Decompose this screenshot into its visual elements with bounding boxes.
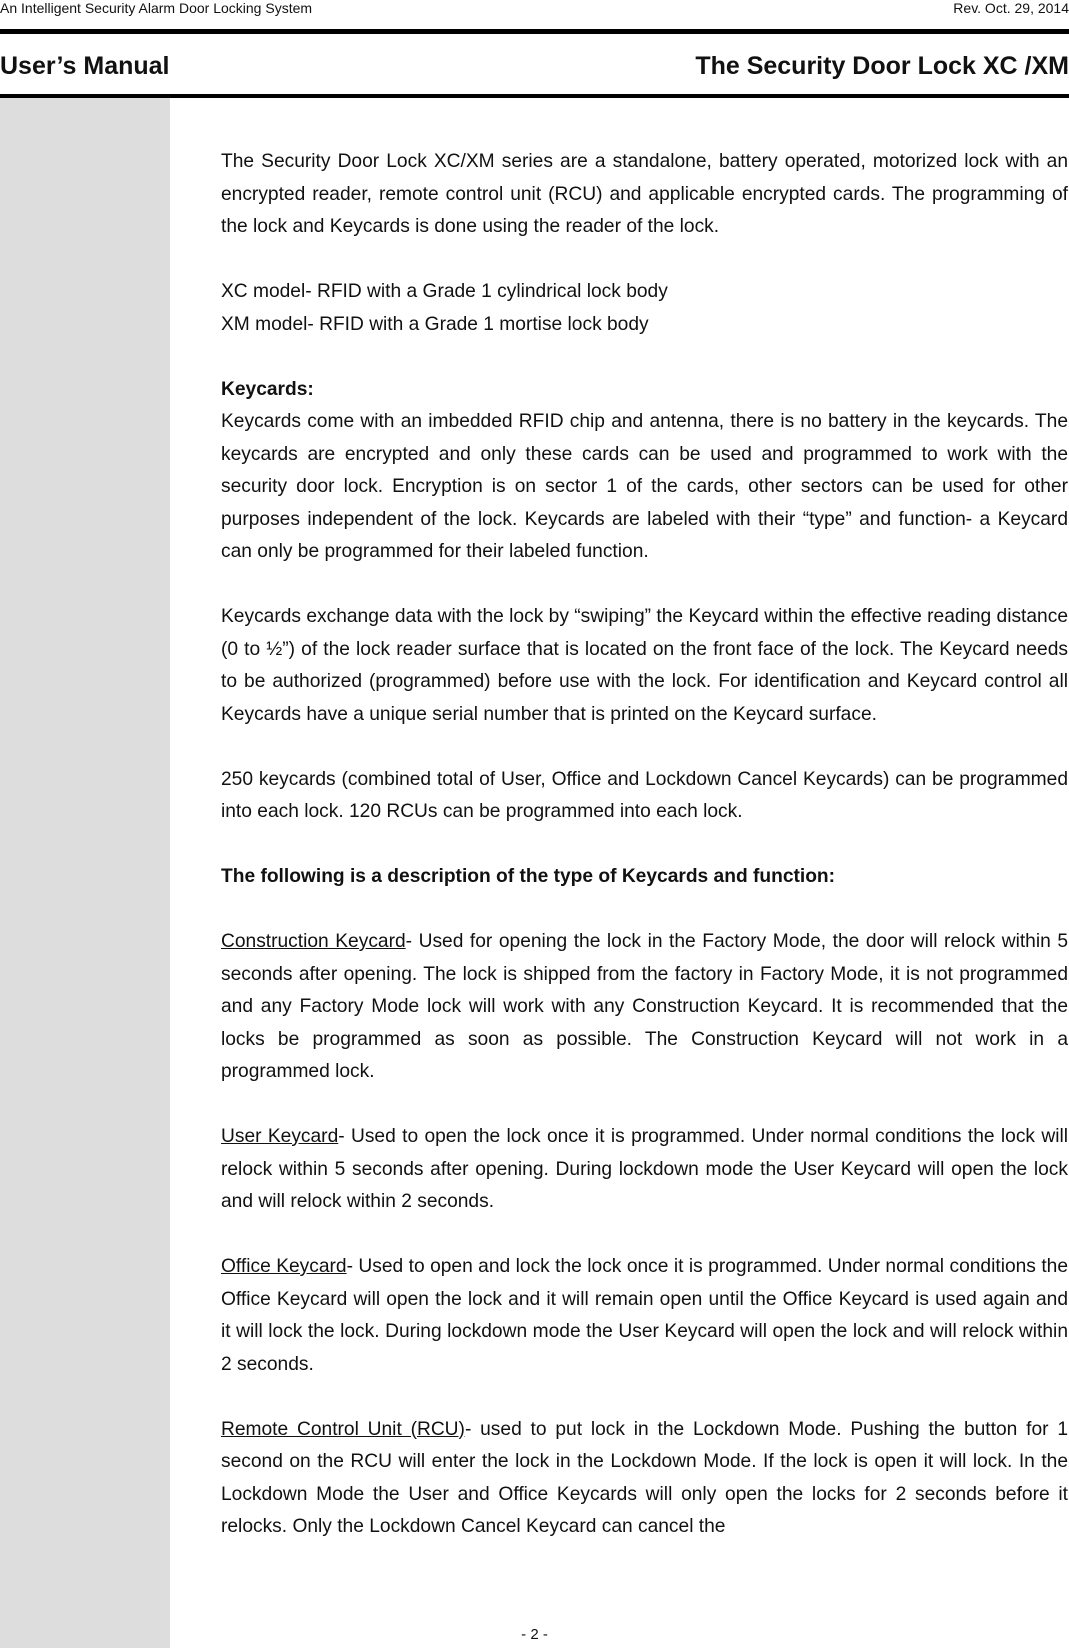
model-xm: XM model- RFID with a Grade 1 mortise lock body <box>221 313 649 335</box>
document-title: An Intelligent Security Alarm Door Locking System <box>0 0 313 16</box>
construction-keycard-term: Construction Keycard <box>221 931 406 952</box>
model-xc: XC model- RFID with a Grade 1 cylindrical lock body <box>221 281 668 302</box>
revision-date: Rev. Oct. 29, 2014 <box>953 0 1069 16</box>
left-margin-band <box>0 97 170 1648</box>
product-title: The Security Door Lock XC /XM <box>695 52 1069 80</box>
header-divider-top <box>0 29 1069 34</box>
intro-paragraph: The Security Door Lock XC/XM series are a standalone, battery operated, motorized lock with an encrypted reader, remote control unit (RCU) and applicable encrypted cards. The programming of the lock and Keycards is done using the reader of the lock. <box>221 151 1068 237</box>
office-keycard-term: Office Keycard <box>221 1256 347 1277</box>
rcu-term: Remote Control Unit (RCU) <box>221 1418 465 1440</box>
construction-keycard-paragraph: Construction Keycard- Used for opening the lock in the Factory Mode, the door will relock within 5 seconds after opening. The lock is shipped from the factory in Factory Mode, it is not programmed and any Factory Mode lock will work with any Construction Keycard. It is recommended that the locks be programmed as soon as possible. The Construction Keycard will not work in a programmed lock. <box>221 931 1068 1082</box>
office-keycard-paragraph: Office Keycard- Used to open and lock the lock once it is programmed. Under normal conditions the Office Keycard will open the lock and it will remain open until the Office Keycard is used again and it will lock the lock. During lockdown mode the User Keycard will open the lock and will relock within 2 seconds. <box>221 1256 1068 1375</box>
rcu-paragraph: Remote Control Unit (RCU)- used to put lock in the Lockdown Mode. Pushing the button for 1 second on the RCU will enter the lock in the Lockdown Mode. If the lock is open it will lock. In the Lockdown Mode the User and Office Keycards will only open the locks for 2 seconds before it relocks. Only the Lockdown Cancel Keycard can cancel the <box>221 1418 1068 1537</box>
manual-label: User’s Manual <box>0 52 170 80</box>
user-keycard-term: User Keycard <box>221 1126 339 1147</box>
user-keycard-paragraph: User Keycard- Used to open the lock once it is programmed. Under normal conditions the lock will relock within 5 seconds after opening. During lockdown mode the User Keycard will open the lock and will relock within 2 seconds. <box>221 1126 1068 1212</box>
page-number: - 2 - <box>521 1626 548 1643</box>
header-divider-bottom <box>0 94 1069 98</box>
keycards-heading: Keycards: <box>221 378 314 400</box>
keycards-paragraph: Keycards come with an imbedded RFID chip and antenna, there is no battery in the keycards. The keycards are encrypted and only these cards can be used and programmed to work with the security door lock. Encryption is on sector 1 of the cards, other sectors can be used for other purposes independent of the lock. Keycards are labeled with their “type” and function- a Keycard can only be programmed for their labeled function. <box>221 411 1068 562</box>
exchange-paragraph: Keycards exchange data with the lock by “swiping” the Keycard within the effective reading distance (0 to ½”) of the lock reader surface that is located on the front face of the lock. The Keycard needs to be authorized (programmed) before use with the lock. For identification and Keycard control all Keycards have a unique serial number that is printed on the Keycard surface. <box>221 606 1068 725</box>
capacity-paragraph: 250 keycards (combined total of User, Office and Lockdown Cancel Keycards) can be programmed into each lock. 120 RCUs can be programmed into each lock. <box>221 768 1068 822</box>
keycard-types-heading: The following is a description of the type of Keycards and function: <box>221 866 836 887</box>
page-body <box>221 146 1068 1544</box>
